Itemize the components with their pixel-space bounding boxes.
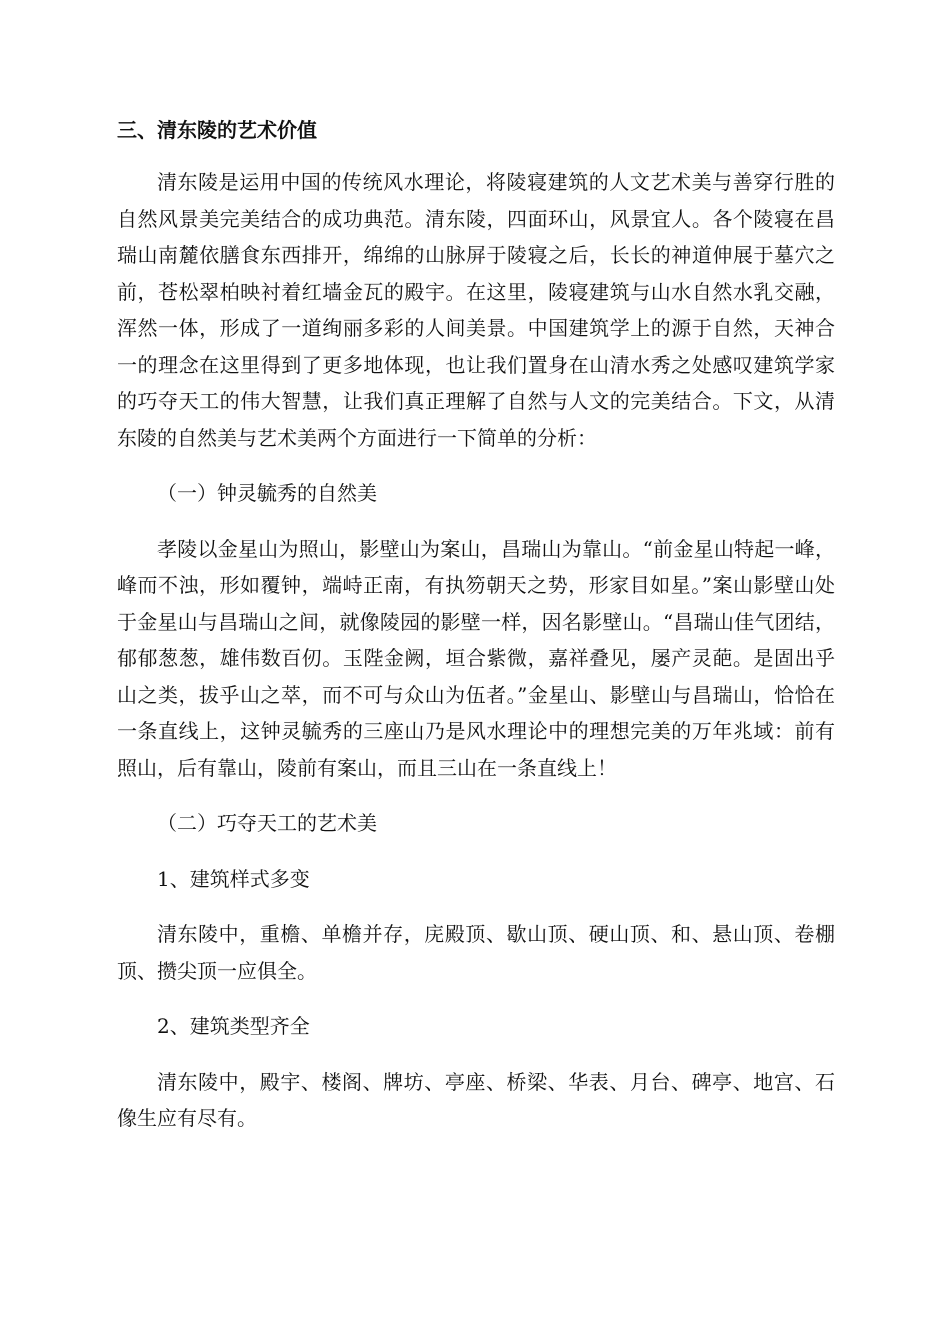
architecture-styles-paragraph: 清东陵中，重檐、单檐并存，庑殿顶、歇山顶、硬山顶、和、悬山顶、卷棚顶、攒尖顶一应俱全。 [117,922,835,983]
subsection-title-artistic-beauty: （二）巧夺天工的艺术美 [157,811,377,835]
document-page [117,112,835,1156]
section-heading: 三、清东陵的艺术价值 [117,118,317,142]
intro-paragraph: 清东陵是运用中国的传统风水理论，将陵寝建筑的人文艺术美与善穿行胜的自然风景美完美结合的成功典范。清东陵，四面环山，风景宜人。各个陵寝在昌瑞山南麓依膳食东西排开，绵绵的山脉屏于陵寝之后，长长的神道伸展于墓穴之前，苍松翠柏映衬着红墙金瓦的殿宇。在这里，陵寝建筑与山水自然水乳交融，浑然一体，形成了一道绚丽多彩的人间美景。中国建筑学上的源于自然，天神合一的理念在这里得到了更多地体现，也让我们置身在山清水秀之处感叹建筑学家的巧夺天工的伟大智慧，让我们真正理解了自然与人文的完美结合。下文，从清东陵的自然美与艺术美两个方面进行一下简单的分析： [117,170,835,450]
natural-beauty-paragraph: 孝陵以金星山为照山，影壁山为案山，昌瑞山为靠山。“前金星山特起一峰，峰而不浊，形如覆钟，端峙正南，有执笏朝天之势，形家目如星。”案山影壁山处于金星山与昌瑞山之间，就像陵园的影壁一样，因名影壁山。“昌瑞山佳气团结，郁郁葱葱，雄伟数百仞。玉陛金阙，垣合紫微，嘉祥叠见，屡产灵葩。是固出乎山之类，拔乎山之萃，而不可与众山为伍者。”金星山、影壁山与昌瑞山，恰恰在一条直线上，这钟灵毓秀的三座山乃是风水理论中的理想完美的万年兆域：前有照山，后有靠山，陵前有案山，而且三山在一条直线上！ [117,536,835,780]
subsection-title-natural-beauty: （一）钟灵毓秀的自然美 [157,481,377,505]
architecture-types-paragraph: 清东陵中，殿宇、楼阁、牌坊、亭座、桥梁、华表、月台、碑亭、地宫、石像生应有尽有。 [117,1069,835,1130]
item-title-architecture-types: 2、建筑类型齐全 [157,1014,310,1038]
item-title-architecture-styles: 1、建筑样式多变 [157,866,310,891]
